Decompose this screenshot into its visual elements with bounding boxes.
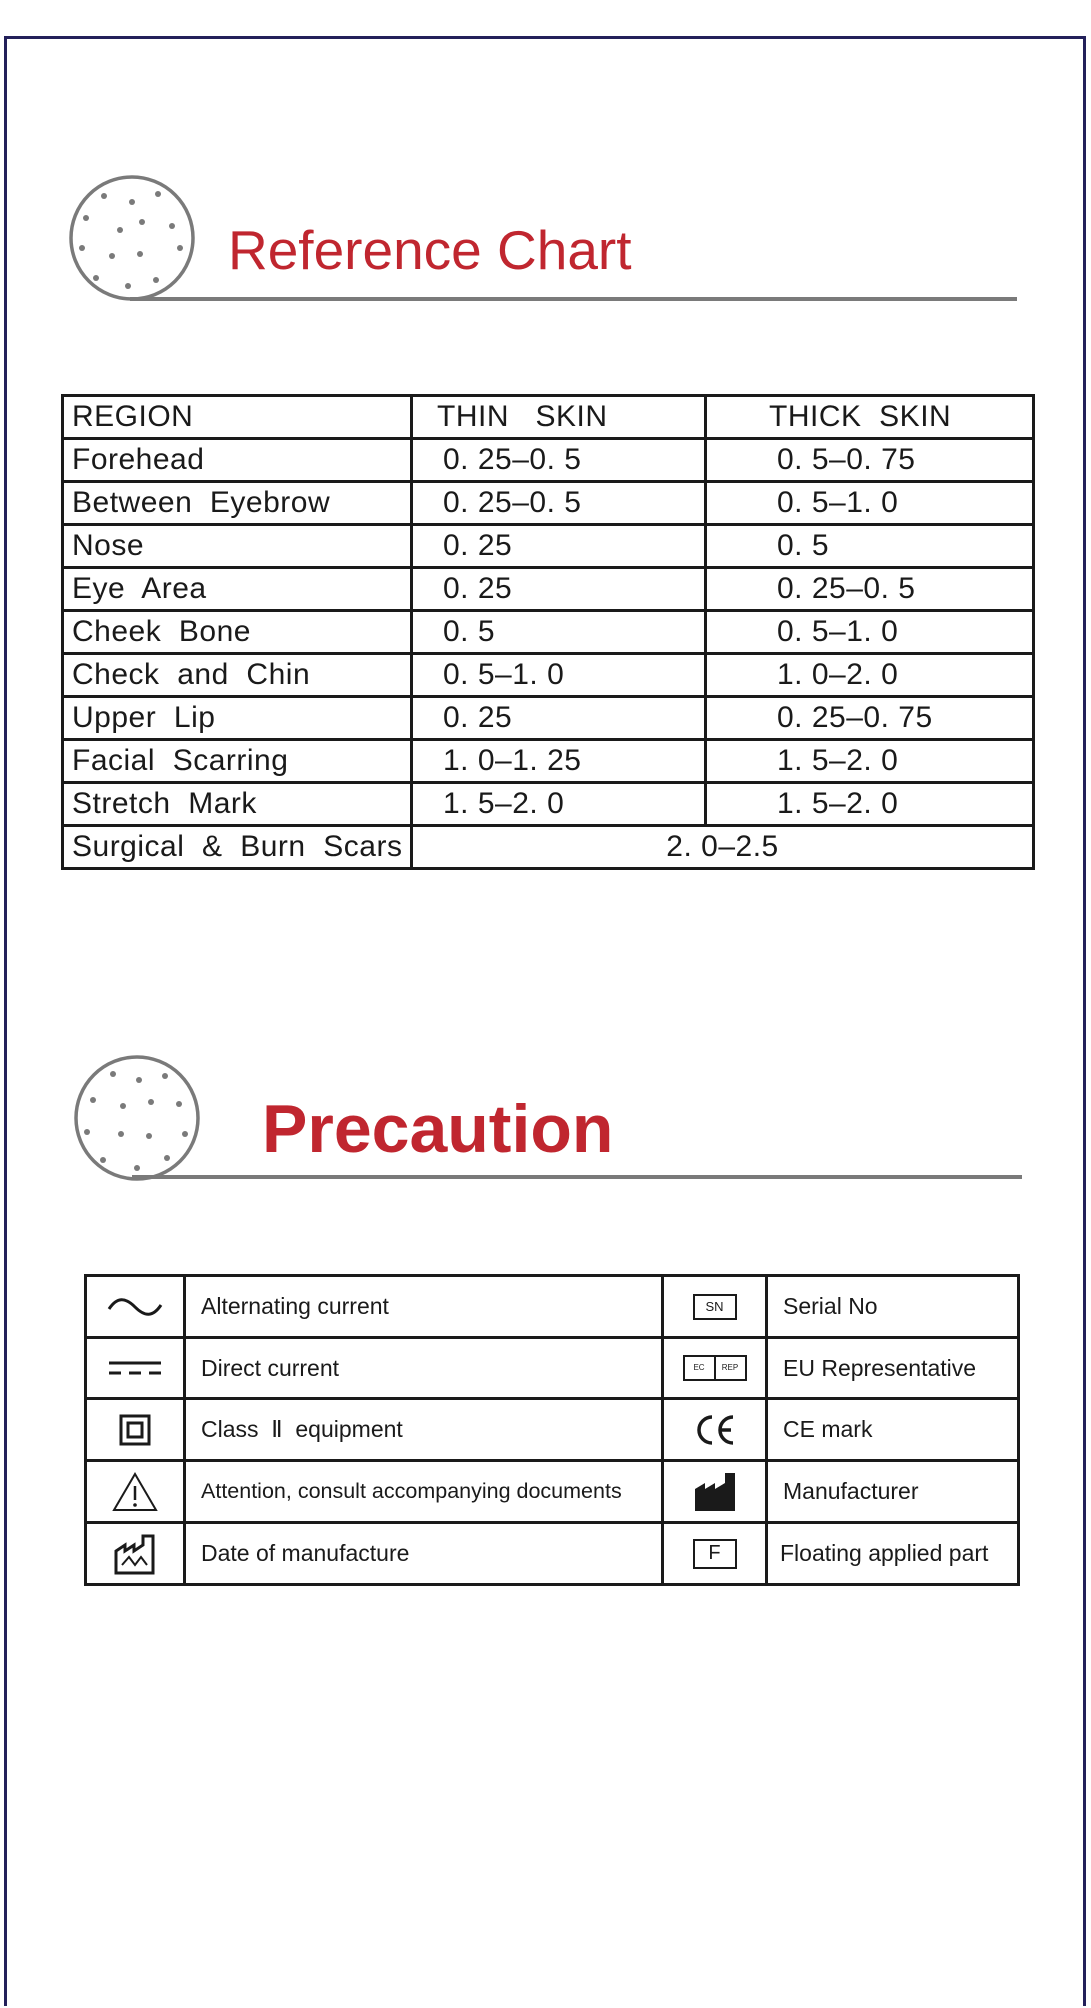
thin-skin-cell: 0. 25 [412, 697, 706, 740]
section-rule [132, 1175, 1022, 1179]
region-cell: Eye Area [63, 568, 412, 611]
symbol-label: EU Representative [767, 1338, 1019, 1399]
symbol-label: Serial No [767, 1276, 1019, 1338]
direct-current-icon [86, 1338, 185, 1399]
table-row [86, 1399, 1019, 1461]
thin-skin-cell: 0. 25 [412, 568, 706, 611]
symbol-label: Attention, consult accompanying documents [185, 1461, 663, 1523]
symbol-label: Class Ⅱ equipment [185, 1399, 663, 1461]
class-ii-equipment-icon [86, 1399, 185, 1461]
rep-text: REP [721, 1363, 739, 1372]
section-title-precaution: Precaution [262, 1091, 614, 1167]
alternating-current-icon [86, 1276, 185, 1338]
thin-skin-cell: 0. 25 [412, 525, 706, 568]
date-of-manufacture-icon [86, 1523, 185, 1585]
thin-skin-cell: 0. 5–1. 0 [412, 654, 706, 697]
eu-representative-icon [663, 1338, 767, 1399]
thick-skin-cell: 0. 5–0. 75 [706, 439, 1034, 482]
symbol-label: Alternating current [185, 1276, 663, 1338]
table-row [86, 1338, 1019, 1399]
f-box-text: F [693, 1539, 737, 1569]
serial-number-icon [663, 1276, 767, 1338]
thick-skin-cell: 0. 25–0. 5 [706, 568, 1034, 611]
ce-mark-icon [663, 1399, 767, 1461]
thick-skin-cell: 0. 5–1. 0 [706, 482, 1034, 525]
header-region: REGION [63, 396, 412, 439]
attention-warning-icon [86, 1461, 185, 1523]
region-cell: Facial Scarring [63, 740, 412, 783]
thick-skin-cell: 1. 5–2. 0 [706, 783, 1034, 826]
thick-skin-cell: 0. 5–1. 0 [706, 611, 1034, 654]
region-cell: Upper Lip [63, 697, 412, 740]
symbol-label: CE mark [767, 1399, 1019, 1461]
thick-skin-cell: 0. 5 [706, 525, 1034, 568]
floating-applied-part-icon [663, 1523, 767, 1585]
thin-skin-cell: 0. 5 [412, 611, 706, 654]
thin-skin-cell: 0. 25–0. 5 [412, 482, 706, 525]
thick-skin-cell: 1. 5–2. 0 [706, 740, 1034, 783]
table-row [86, 1523, 1019, 1585]
symbol-label: Floating applied part [767, 1523, 1019, 1585]
sn-box-text: SN [693, 1294, 737, 1320]
region-cell: Check and Chin [63, 654, 412, 697]
dotted-circle-icon [73, 1054, 201, 1182]
thick-skin-cell: 1. 0–2. 0 [706, 654, 1034, 697]
header-thin-skin: THIN SKIN [412, 396, 706, 439]
region-cell: Stretch Mark [63, 783, 412, 826]
manufacturer-icon [663, 1461, 767, 1523]
thin-skin-cell: 1. 0–1. 25 [412, 740, 706, 783]
table-row [86, 1276, 1019, 1338]
header-thick-skin: THICK SKIN [706, 396, 1034, 439]
region-cell: Between Eyebrow [63, 482, 412, 525]
thin-skin-cell: 0. 25–0. 5 [412, 439, 706, 482]
symbol-label: Manufacturer [767, 1461, 1019, 1523]
region-cell: Surgical & Burn Scars [63, 826, 412, 869]
symbols-table [84, 1274, 1020, 1586]
symbol-label: Date of manufacture [185, 1523, 663, 1585]
region-cell: Cheek Bone [63, 611, 412, 654]
thick-skin-cell: 0. 25–0. 75 [706, 697, 1034, 740]
symbol-label: Direct current [185, 1338, 663, 1399]
section-title-reference: Reference Chart [228, 219, 632, 281]
thin-skin-cell: 1. 5–2. 0 [412, 783, 706, 826]
region-cell: Nose [63, 525, 412, 568]
merged-value-cell: 2. 0–2.5 [412, 826, 1034, 869]
table-row [86, 1461, 1019, 1523]
region-cell: Forehead [63, 439, 412, 482]
ec-text: EC [685, 1357, 716, 1379]
